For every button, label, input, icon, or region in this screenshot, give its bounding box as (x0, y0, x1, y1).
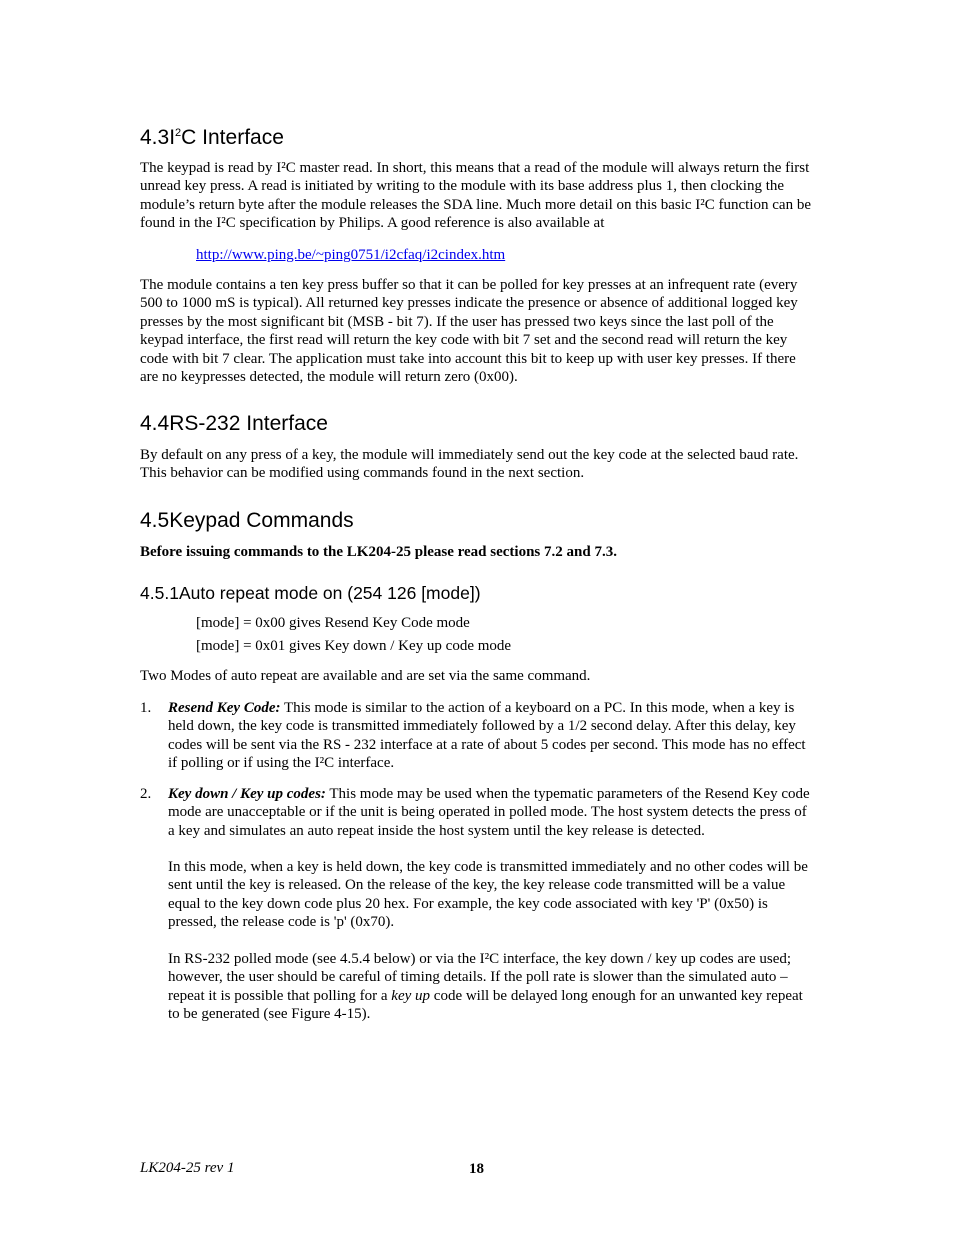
list-item-text: This mode may be used when the typematic parameters of the Resend Key code mode are unacceptable or if the unit is being operated in polled mode. The host system detects the press of a key and simulates an auto repeat inside the host system until the key release is detected. (168, 786, 810, 839)
paragraph-i2c-read: The keypad is read by I²C master read. In short, this means that a read of the module will always return the first unread key press. A read is initiated by writing to the module with its base address plus 1, then clocking the module’s return byte after the module releases the SDA line. Much more detail on this basic I²C function can be found in the I²C specification by Philips. A good reference is also available at (140, 160, 811, 232)
footer-page-number: 18 (469, 1161, 484, 1177)
heading-title: Keypad Commands (169, 509, 354, 532)
heading-title: Auto repeat mode on (254 126 [mode]) (178, 583, 481, 603)
paragraph-key-release: In this mode, when a key is held down, the key code is transmitted immediately and no other codes will be sent until the key is released. On the release of the key, the key release code transmitted will be a value equal to the key down code plus 20 hex. For example, the key code associated with key 'P' (0x50) is pressed, the release code is 'p' (0x70). (168, 859, 808, 931)
list-item-label: Resend Key Code: (168, 700, 281, 716)
text-emphasis: key up (391, 987, 431, 1004)
heading-title: RS-232 Interface (169, 412, 328, 435)
text-run: code will be delayed long enough for an unwanted key repeat to be generated (see Figure 4-15). (168, 987, 803, 1023)
heading-title-part: I (169, 126, 176, 149)
paragraph-modes-intro: Two Modes of auto repeat are available and are set via the same command. (140, 668, 591, 684)
heading-number: 4.5 (140, 509, 170, 532)
heading-4-5 (140, 509, 354, 533)
heading-number: 4.5.1 (140, 583, 179, 603)
mode-option-0: [mode] = 0x00 gives Resend Key Code mode (196, 615, 470, 631)
heading-4-4 (140, 412, 328, 436)
list-item (168, 699, 816, 773)
list-item (168, 785, 816, 840)
list-item-label: Key down / Key up codes: (168, 786, 326, 802)
list-item-number: 1. (140, 700, 152, 716)
list-item-number: 2. (140, 786, 152, 802)
paragraph-key-buffer: The module contains a ten key press buffer so that it can be polled for key presses at an infrequent rate (every 500 to 1000 mS is typical). All returned key presses indicate the presence or absence of additional logged key presses by the most significant bit (MSB - bit 7). If the user has pressed two keys since the last poll of the keypad interface, the first read will return the key code with bit 7 set and the second read will return the key code with bit 7 clear. The application must take into account this bit to keep up with user key presses. If there are no keypresses detected, the module will return zero (0x00). (140, 277, 798, 386)
mode-option-1: [mode] = 0x01 gives Key down / Key up code mode (196, 638, 512, 654)
paragraph-polled-mode (168, 950, 816, 1024)
heading-number: 4.3 (140, 126, 170, 149)
heading-superscript: 2 (175, 127, 182, 139)
i2c-faq-link[interactable]: http://www.ping.be/~ping0751/i2cfaq/i2cindex.htm (196, 247, 506, 263)
list-item-text: This mode is similar to the action of a keyboard on a PC. In this mode, when a key is held down, the key code is transmitted immediately followed by a 1/2 second delay. After this delay, key codes will be sent via the RS - 232 interface at a rate of about 5 codes per second. This mode has no effect if polling or if using the I²C interface. (168, 700, 806, 772)
heading-4-3 (140, 126, 284, 150)
footer-document-id: LK204-25 rev 1 (140, 1160, 235, 1176)
text-run: In RS-232 polled mode (see 4.5.4 below) or via the I²C interface, the key down / key up codes are used; however, the user should be careful of timing details. If the poll rate is slower than the simulated auto – repeat it is possible that polling for a (168, 951, 792, 1004)
heading-4-5-1 (140, 583, 481, 603)
paragraph-rs232: By default on any press of a key, the module will immediately send out the key code at the selected baud rate. This behavior can be modified using commands found in the next section. (140, 447, 799, 482)
heading-number: 4.4 (140, 412, 170, 435)
paragraph-command-note: Before issuing commands to the LK204-25 please read sections 7.2 and 7.3. (140, 544, 617, 560)
heading-title-part: C Interface (181, 126, 284, 149)
